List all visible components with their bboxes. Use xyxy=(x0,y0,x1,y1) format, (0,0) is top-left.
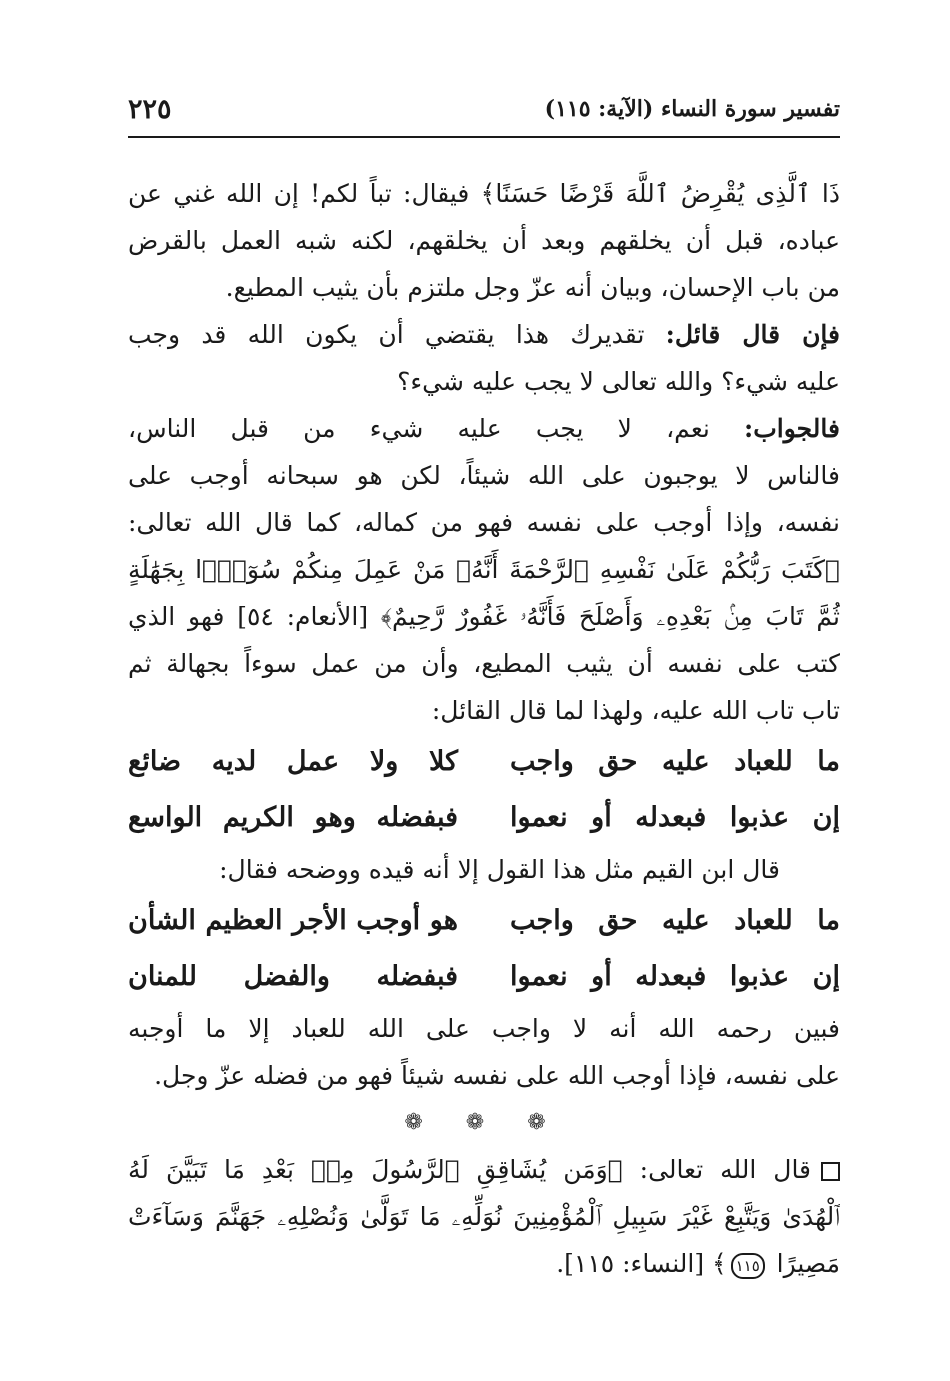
running-title: تفسير سورة النساء (الآية: ١١٥) xyxy=(544,96,840,122)
poem-hemistich: ما للعباد عليه حق واجب xyxy=(510,746,840,777)
question-line: عليه شيء؟ والله تعالى لا يجب عليه شيء؟ xyxy=(397,367,840,396)
paragraph-line: قال ابن القيم مثل هذا القول إلا أنه قيده ووضحه فقال: xyxy=(219,855,780,884)
verse-intro: قال الله تعالى: xyxy=(639,1155,812,1184)
question-text: تقديرك هذا يقتضي أن يكون الله قد وجب xyxy=(128,320,645,349)
paragraph-line: فبين رحمه الله أنه لا واجب على الله للعباد إلا ما أوجبه xyxy=(128,1014,840,1043)
section-separator xyxy=(128,1099,840,1146)
paragraph-line: ذَا ٱلَّذِى يُقْرِضُ ٱللَّهَ قَرْضًا حَسَنًا﴾ فيقال: تباً لكم! إن الله غني عن xyxy=(128,179,840,208)
answer-line: نفسه، وإذا أوجب على نفسه فهو من كماله، كما قال الله تعالى: xyxy=(128,508,840,537)
poem-hemistich: فبفضله وهو الكريم الواسع xyxy=(128,802,458,833)
answer-line: كتب على نفسه أن يثيب المطيع، وأن من عمل سوءاً بجهالة ثم xyxy=(128,649,840,678)
paragraph-line: من باب الإحسان، وبيان أنه عزّ وجل ملتزم بأن يثيب المطيع. xyxy=(225,273,840,302)
poem-hemistich: فبفضله والفضل للمنان xyxy=(128,961,458,992)
paragraph-line: على نفسه، فإذا أوجب الله على نفسه شيئاً فهو من فضله عزّ وجل. xyxy=(154,1061,840,1090)
quran-verse-line: ثُمَّ تَابَ مِنۢ بَعْدِهِۦ وَأَصْلَحَ فَأَنَّهُۥ غَفُورٌ رَّحِيمٌ﴾ [الأنعام: ٥٤] فهو الذي xyxy=(128,602,840,631)
poem-hemistich: كلا ولا عمل لديه ضائع xyxy=(128,746,458,777)
poem-hemistich: إن عذبوا فبعدله أو نعموا xyxy=(510,802,840,833)
answer-line: فالناس لا يوجبون على الله شيئاً، لكن هو سبحانه أوجب على xyxy=(128,461,840,490)
verse-citation: ﴾ [النساء: ١١٥]. xyxy=(556,1249,727,1278)
flower-ornament-icon: ❁ ❁ ❁ xyxy=(404,1110,564,1135)
poem-verse xyxy=(128,790,840,846)
ayah-number-icon: ١١٥ xyxy=(731,1253,765,1279)
poem-hemistich: إن عذبوا فبعدله أو نعموا xyxy=(510,961,840,992)
question-lead: فإن قال قائل: xyxy=(665,320,840,349)
header-rule xyxy=(128,136,840,138)
quran-verse-text: ﴿وَمَن يُشَاقِقِ ٱلرَّسُولَ مِنۢ بَعْدِ مَا تَبَيَّنَ لَهُ xyxy=(128,1155,623,1184)
answer-lead: فالجواب: xyxy=(744,414,840,443)
poem-verse xyxy=(128,734,840,790)
paragraph-line: عباده، قبل أن يخلقهم وبعد أن يخلقهم، لكنه شبه العمل بالقرض xyxy=(128,226,840,255)
quran-verse-text: مَصِيرًا xyxy=(776,1249,840,1278)
poem-hemistich: هو أوجب الأجر العظيم الشأن xyxy=(128,905,458,936)
page-body xyxy=(128,170,840,1287)
answer-text: نعم، لا يجب عليه شيء من قبل الناس، xyxy=(128,414,710,443)
page-number: ٢٢٥ xyxy=(128,94,172,125)
poem-verse xyxy=(128,893,840,949)
poem-hemistich: ما للعباد عليه حق واجب xyxy=(510,905,840,936)
quran-verse-line: ﴿كَتَبَ رَبُّكُمْ عَلَىٰ نَفْسِهِ ٱلرَّحْمَةَ أَنَّهُۥ مَنْ عَمِلَ مِنكُمْ سُوٓءًۢا بِجَهَٰلَةٍ xyxy=(128,555,840,584)
page-header xyxy=(128,92,840,132)
verse-intro-line xyxy=(128,1146,840,1193)
answer-line xyxy=(128,405,840,452)
answer-line: تاب تاب الله عليه، ولهذا لما قال القائل: xyxy=(431,696,840,725)
poem-verse xyxy=(128,949,840,1005)
square-bullet-icon xyxy=(821,1162,840,1181)
quran-verse-line: ٱلْهُدَىٰ وَيَتَّبِعْ غَيْرَ سَبِيلِ ٱلْمُؤْمِنِينَ نُوَلِّهِۦ مَا تَوَلَّىٰ وَنُصْلِهِۦ جَهَنَّمَ وَسَآءَتْ xyxy=(128,1202,840,1231)
question-line xyxy=(128,311,840,358)
quran-verse-line xyxy=(128,1240,840,1287)
